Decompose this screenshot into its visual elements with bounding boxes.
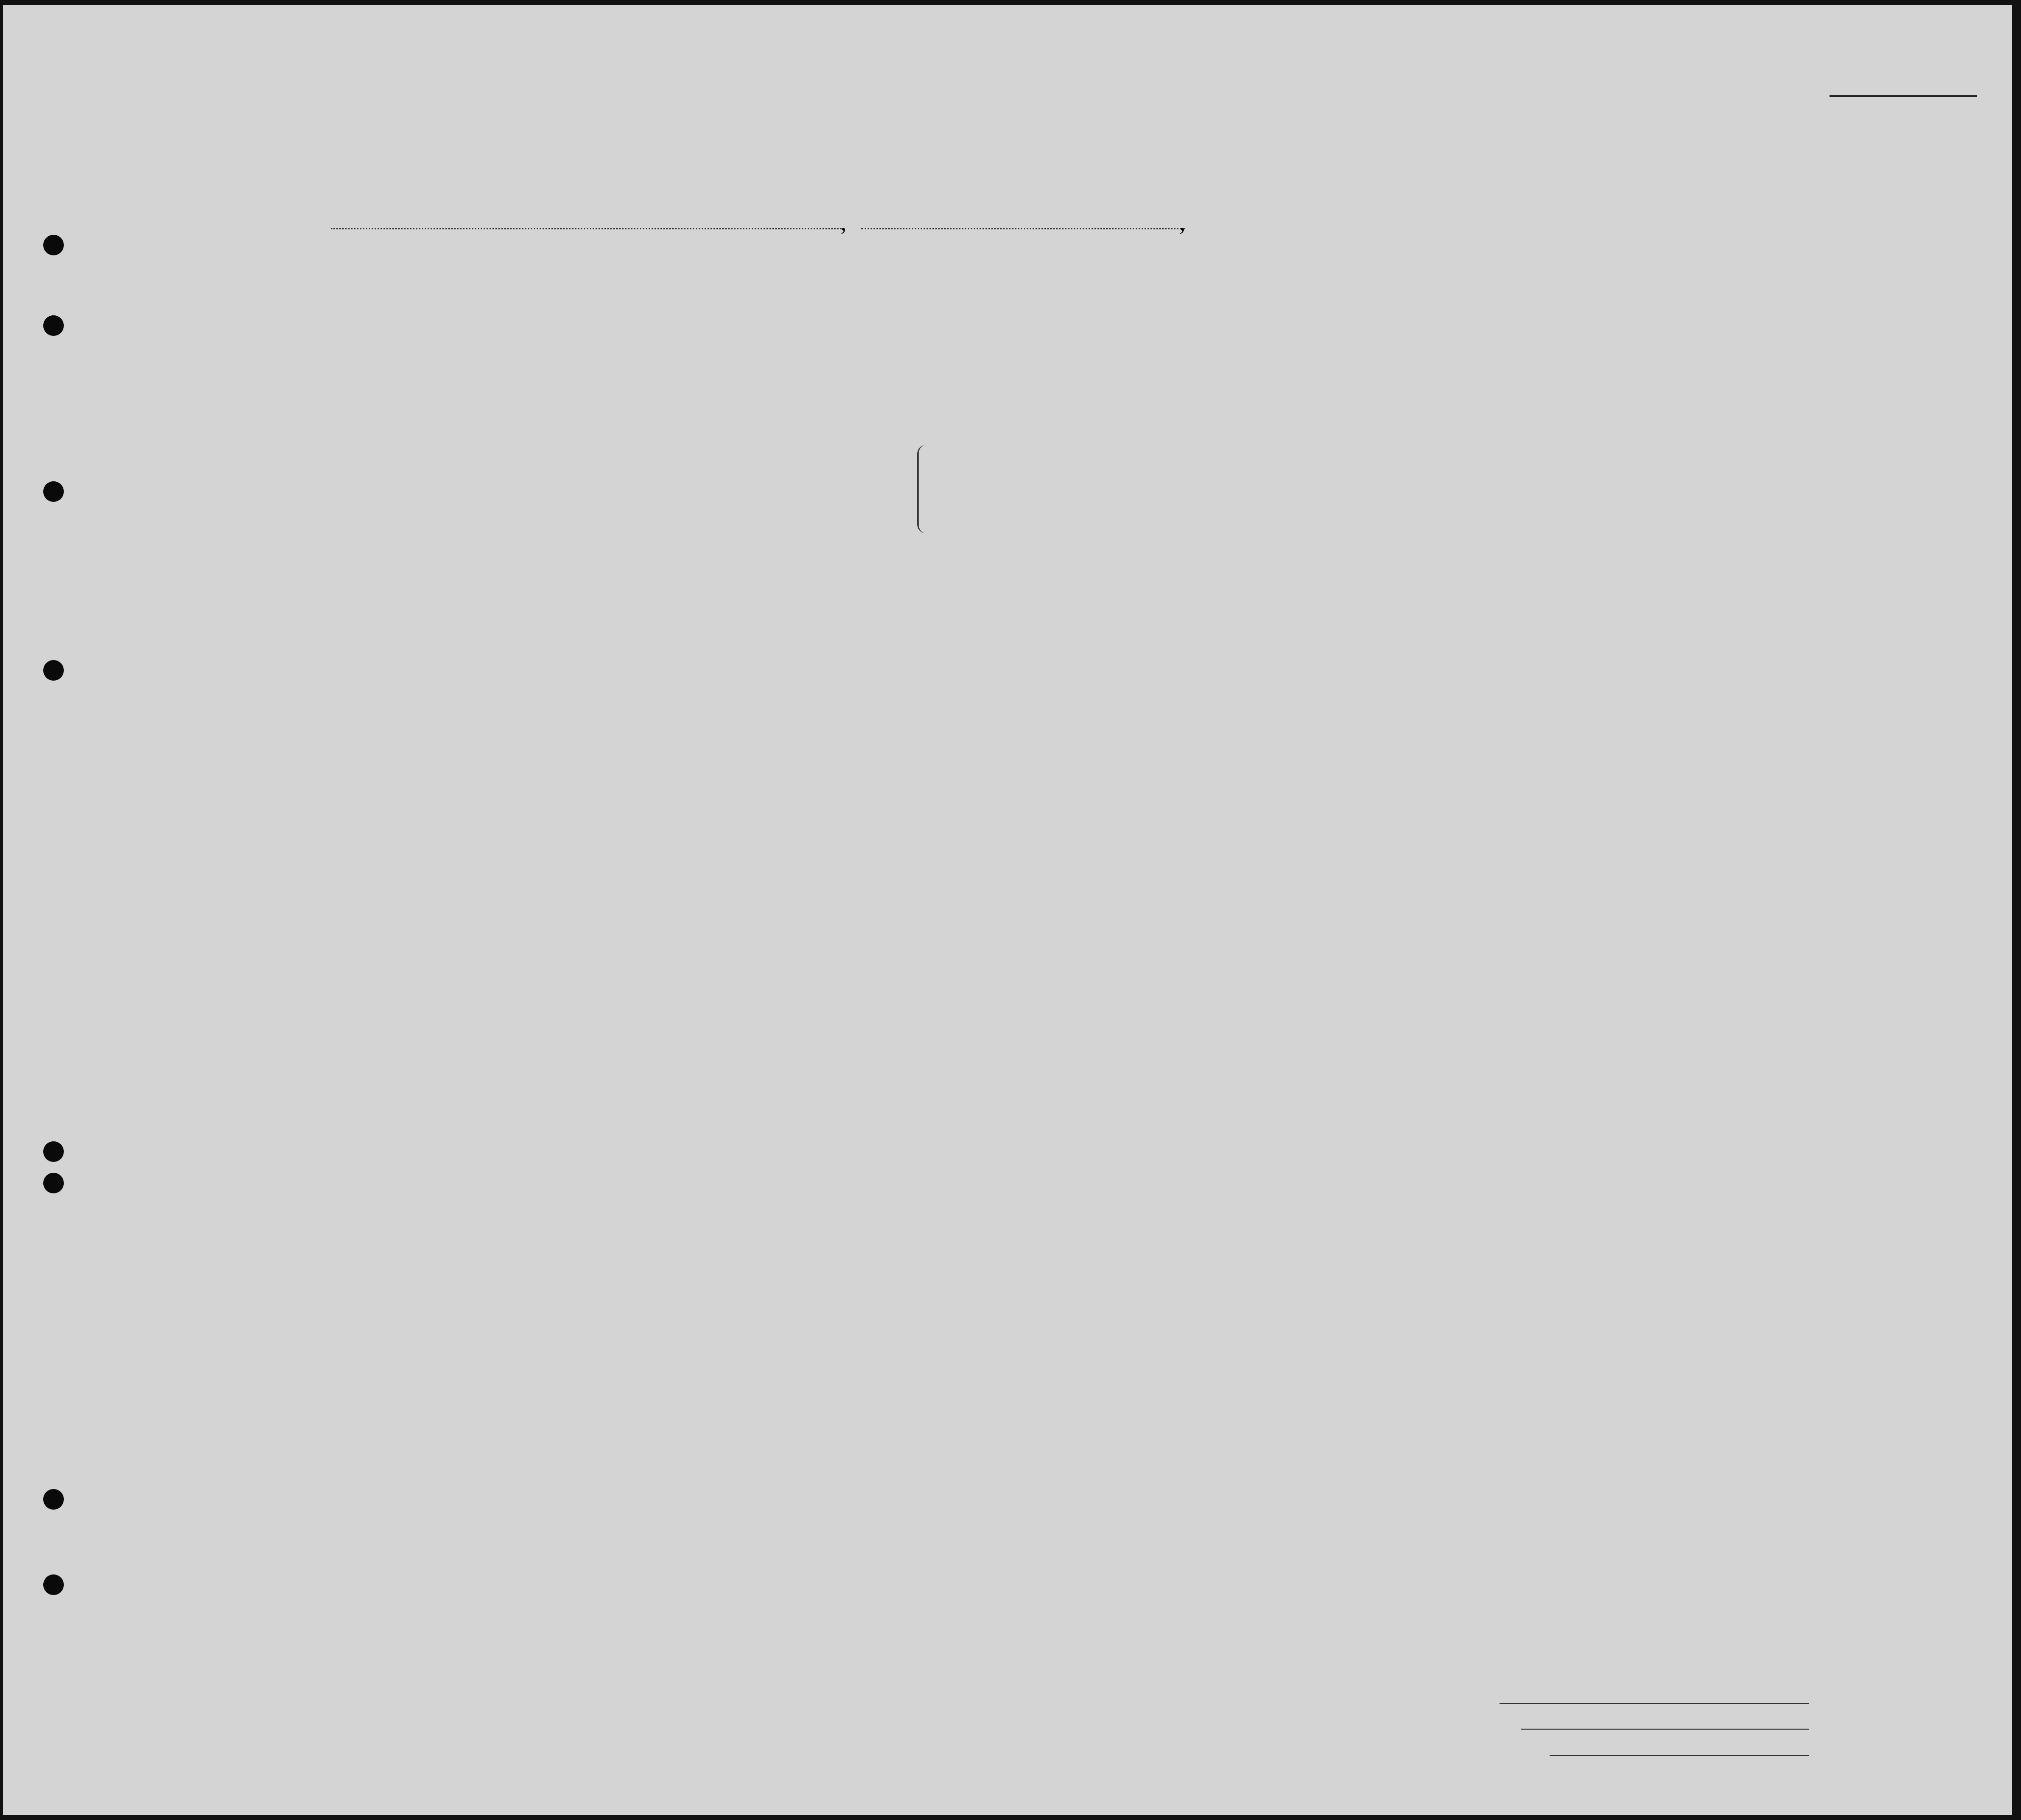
agents-rule (1550, 1755, 1809, 1756)
comma-2: , (1179, 210, 1185, 236)
punch-hole (43, 1173, 64, 1193)
line-rule (1500, 1703, 1809, 1704)
table-grid (3, 5, 2012, 1815)
punch-hole (43, 1141, 64, 1162)
punch-hole (43, 235, 64, 255)
port-dotline (331, 228, 842, 229)
comma-1: , (841, 210, 847, 236)
date-dotline (861, 228, 1185, 229)
punch-hole (43, 481, 64, 502)
owners-rule (1521, 1729, 1809, 1730)
punch-hole (43, 1574, 64, 1595)
bracket-rows1-2 (917, 445, 928, 533)
punch-hole (43, 315, 64, 336)
punch-hole (43, 1489, 64, 1510)
list-underline (1830, 95, 1977, 97)
manifest-sheet (3, 5, 2012, 1815)
punch-hole (43, 660, 64, 681)
